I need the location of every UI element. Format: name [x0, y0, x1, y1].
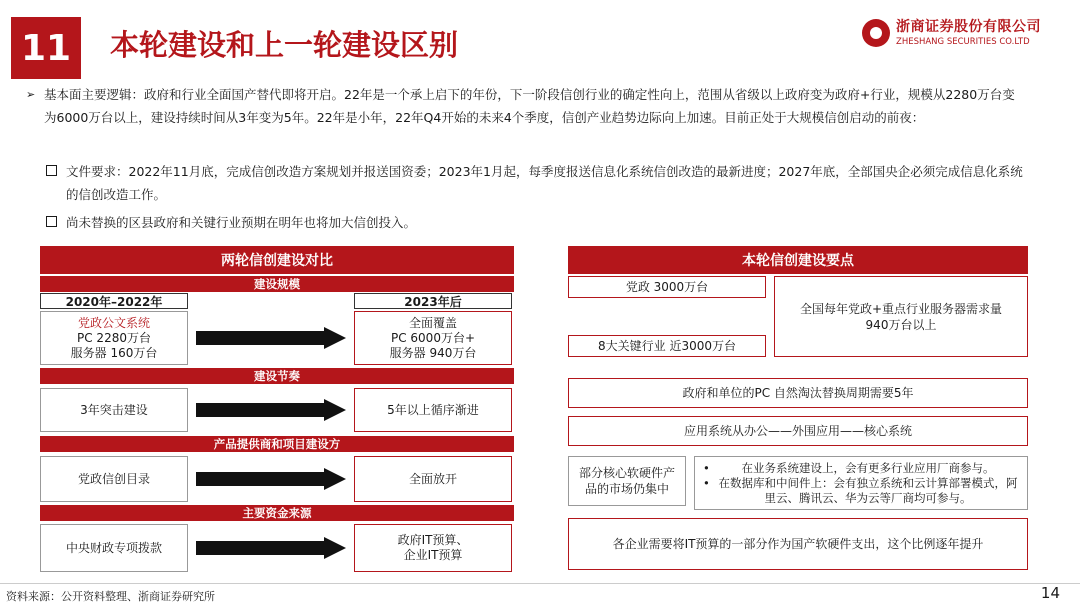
market-points-box: [694, 456, 1028, 510]
section-bar-pace: 建设节奏: [40, 368, 514, 384]
logo-name-en: ZHESHANG SECURITIES CO.LTD: [896, 37, 1030, 47]
arrow-right-icon: [196, 468, 346, 490]
scale-new-cell: [354, 311, 512, 365]
arrow-right-icon: [196, 399, 346, 421]
scale-old-cell: [40, 311, 188, 365]
funding-new-line2: 企业IT预算: [403, 548, 463, 562]
pace-new-cell: [354, 388, 512, 432]
apps-box: [568, 416, 1028, 446]
period-old: 2020年–2022年: [40, 293, 188, 309]
funding-new-line1: 政府IT预算、: [397, 533, 469, 547]
sub-bullet-document-text: 文件要求：2022年11月底，完成信创改造方案规划并报送国资委；2023年1月起，每季度报送信息化系统信创改造的最新进度；2027年底，全部国央企必须完成信息化系统的信创改造工作。: [66, 164, 1023, 202]
company-logo: [862, 16, 1062, 56]
provider-new-cell: [354, 456, 512, 502]
pace-old-cell: [40, 388, 188, 432]
provider-new-text: 全面放开: [408, 471, 457, 486]
market-point: • 在数据库和中间件上：会有独立系统和云计算部署模式，阿里云、腾讯云、华为云等厂商均可参与。: [703, 476, 1019, 506]
apps-text: 应用系统从办公——外围应用——核心系统: [683, 424, 912, 438]
market-concentration-box: [568, 456, 686, 506]
arrow-right-icon: [196, 537, 346, 559]
section-bar-scale: 建设规模: [40, 276, 514, 292]
arrow-bullet-icon: ➢: [26, 88, 36, 101]
provider-old-cell: [40, 456, 188, 502]
pace-new-text: 5年以上循序渐进: [387, 402, 479, 417]
period-new: 2023年后: [354, 293, 512, 309]
industry-text: 8大关键行业 近3000万台: [598, 339, 736, 353]
server-demand-box: [774, 276, 1028, 357]
footer-divider: [0, 583, 1080, 584]
checkbox-bullet-icon: [46, 165, 57, 176]
sub-bullet-county-text: 尚未替换的区县政府和关键行业预期在明年也将加大信创投入。: [66, 215, 417, 230]
gov-text: 党政 3000万台: [625, 280, 709, 294]
section-bar-funding: 主要资金来源: [40, 505, 514, 521]
funding-old-cell: [40, 524, 188, 572]
right-panel-title: 本轮信创建设要点: [568, 246, 1028, 274]
logo-mark-icon: [862, 19, 890, 47]
server-demand-line2: 940万台以上: [865, 317, 937, 332]
market-line1: 部分核心软硬件产: [578, 466, 675, 480]
scale-old-pc: PC 2280万台: [77, 330, 151, 345]
funding-new-cell: [354, 524, 512, 572]
arrow-right-icon: [196, 327, 346, 349]
market-line2: 品的市场仍集中: [584, 482, 669, 496]
data-source: 资料来源：公开资料整理、浙商证券研究所: [6, 590, 215, 603]
logo-name-cn: 浙商证券股份有限公司: [896, 19, 1041, 35]
scale-new-server: 服务器 940万台: [389, 345, 477, 360]
left-panel-title: 两轮信创建设对比: [40, 246, 514, 274]
provider-old-text: 党政信创目录: [77, 471, 150, 486]
main-bullet-text: 基本面主要逻辑：政府和行业全面国产替代即将开启。22年是一个承上启下的年份，下一阶段信创行业的确定性向上，范围从省级以上政府变为政府+行业，规模从2280万台变为6000万台以上，建设持续时间从3年变为5年。22年是小年，22年Q4开始的未来4个季度，信创产业趋势边际向上加速。目前正处于大规模信创启动的前夜：: [44, 87, 1015, 125]
budget-box: [568, 518, 1028, 570]
section-number: 11: [11, 17, 81, 79]
page-title: 本轮建设和上一轮建设区别: [110, 28, 459, 62]
scale-old-server: 服务器 160万台: [70, 345, 158, 360]
market-point: • 在业务系统建设上，会有更多行业应用厂商参与。: [703, 461, 1019, 476]
market-points-list: [695, 459, 1027, 508]
cycle-box: [568, 378, 1028, 408]
budget-text: 各企业需要将IT预算的一部分作为国产软硬件支出，这个比例逐年提升: [612, 537, 984, 551]
server-demand-line1: 全国每年党政+重点行业服务器需求量: [799, 301, 1003, 316]
sub-bullet-county: [66, 211, 1026, 234]
scale-old-scope: 党政公文系统: [77, 315, 150, 330]
pace-old-text: 3年突击建设: [80, 402, 148, 417]
page-number: 14: [1040, 584, 1060, 602]
cycle-text: 政府和单位的PC 自然淘汰替换周期需要5年: [682, 386, 914, 400]
gov-box: [568, 276, 766, 298]
sub-bullet-document: [66, 160, 1026, 206]
scale-new-scope: 全面覆盖: [408, 315, 457, 330]
scale-new-pc: PC 6000万台+: [390, 330, 476, 345]
industry-box: [568, 335, 766, 357]
section-bar-provider: 产品提供商和项目建设方: [40, 436, 514, 452]
funding-old-text: 中央财政专项拨款: [65, 540, 162, 555]
checkbox-bullet-icon: [46, 216, 57, 227]
